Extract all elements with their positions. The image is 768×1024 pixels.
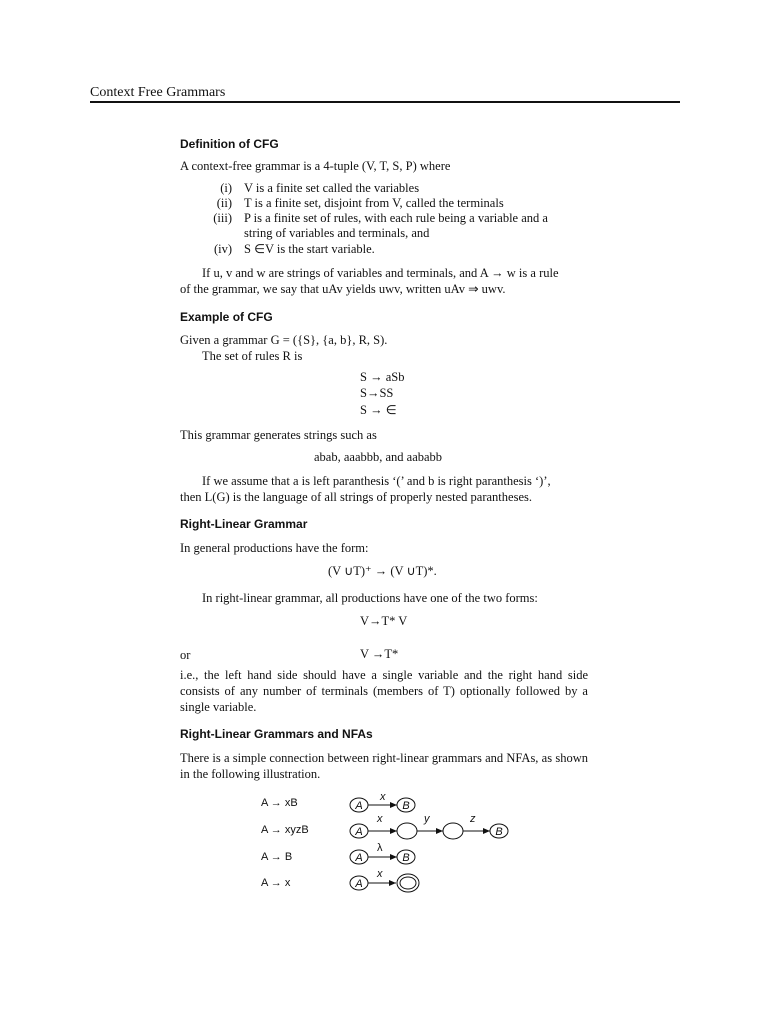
state-label: A	[355, 852, 363, 864]
nfa-row-xB	[350, 791, 415, 812]
nfa-row-x	[350, 868, 419, 892]
yields-paragraph-line1: If u, v and w are strings of variables and terminals, and A → w is a rule	[202, 266, 559, 280]
edge-label: x	[377, 813, 383, 825]
edge-label: x	[377, 868, 383, 880]
state-label: A	[355, 878, 363, 890]
edge-label: y	[424, 813, 430, 825]
assume-line1: If we assume that a is left paranthesis ‘(’ and b is right paranthesis ‘)’,	[202, 474, 551, 488]
nfa-row-B	[350, 842, 415, 864]
edge-label: x	[380, 791, 386, 803]
general-productions-text: In general productions have the form:	[180, 541, 369, 555]
state-label: B	[402, 852, 410, 864]
or-text: or	[180, 648, 191, 662]
state-label: B	[402, 800, 410, 812]
ie-paragraph: i.e., the left hand side should have a single variable and the right hand side consists of any number of terminals (members of T) optionally followed by a single variable.	[180, 668, 588, 714]
grammar-rule: S→SS	[360, 386, 394, 400]
yields-paragraph-line2: of the grammar, we say that uAv yields uwv, written uAv ⇒ uwv.	[180, 282, 506, 296]
example-given: Given a grammar G = ({S}, {a, b}, R, S).	[180, 333, 388, 347]
section-heading-right-linear: Right-Linear Grammar	[180, 517, 308, 531]
grammar-rule: S → aSb	[360, 370, 405, 384]
production-label: A → xB	[261, 797, 298, 809]
page-header-title: Context Free Grammars	[90, 85, 226, 100]
list-item: V is a finite set called the variables	[244, 181, 420, 195]
production-label: A → xyzB	[261, 824, 309, 836]
list-item: P is a finite set of rules, with each rule being a variable and a	[244, 211, 548, 225]
form-two: V →T*	[360, 647, 399, 661]
nfa-intro: There is a simple connection between right-linear grammars and NFAs, as shown in the following illustration.	[180, 751, 588, 781]
general-formula: (V ∪T)⁺ → (V ∪T)*.	[328, 564, 437, 578]
state-label: A	[355, 800, 363, 812]
list-item-number: (ii)	[216, 196, 232, 210]
production-label: A → x	[261, 877, 291, 889]
list-item-number: (iii)	[213, 211, 232, 225]
production-label: A → B	[261, 851, 293, 863]
example-strings: abab, aaabbb, and aababb	[314, 450, 443, 464]
list-item: S ∈V is the start variable.	[244, 242, 375, 256]
nfa-row-xyzB	[350, 813, 508, 839]
right-linear-intro: In right-linear grammar, all productions have one of the two forms:	[202, 591, 538, 605]
definition-intro: A context-free grammar is a 4-tuple (V, T, S, P) where	[180, 159, 451, 173]
list-item-continuation: string of variables and terminals, and	[244, 226, 430, 240]
list-item: T is a finite set, disjoint from V, called the terminals	[244, 196, 504, 210]
edge-label: λ	[377, 842, 383, 854]
section-heading-nfa: Right-Linear Grammars and NFAs	[180, 727, 373, 741]
form-one: V→T* V	[360, 614, 408, 628]
section-heading-example: Example of CFG	[180, 310, 273, 324]
grammar-rule: S → ∈	[360, 403, 397, 417]
section-heading-definition: Definition of CFG	[180, 137, 279, 151]
list-item-number: (iv)	[213, 242, 232, 256]
state-label: A	[355, 826, 363, 838]
final-state-inner	[400, 877, 416, 889]
list-item-number: (i)	[220, 181, 232, 195]
generates-text: This grammar generates strings such as	[180, 428, 377, 442]
state-node	[443, 823, 463, 839]
state-label: B	[495, 826, 503, 838]
rules-intro: The set of rules R is	[202, 349, 303, 363]
assume-line2: then L(G) is the language of all strings of properly nested parantheses.	[180, 490, 532, 504]
state-node	[397, 823, 417, 839]
edge-label: z	[470, 813, 476, 825]
